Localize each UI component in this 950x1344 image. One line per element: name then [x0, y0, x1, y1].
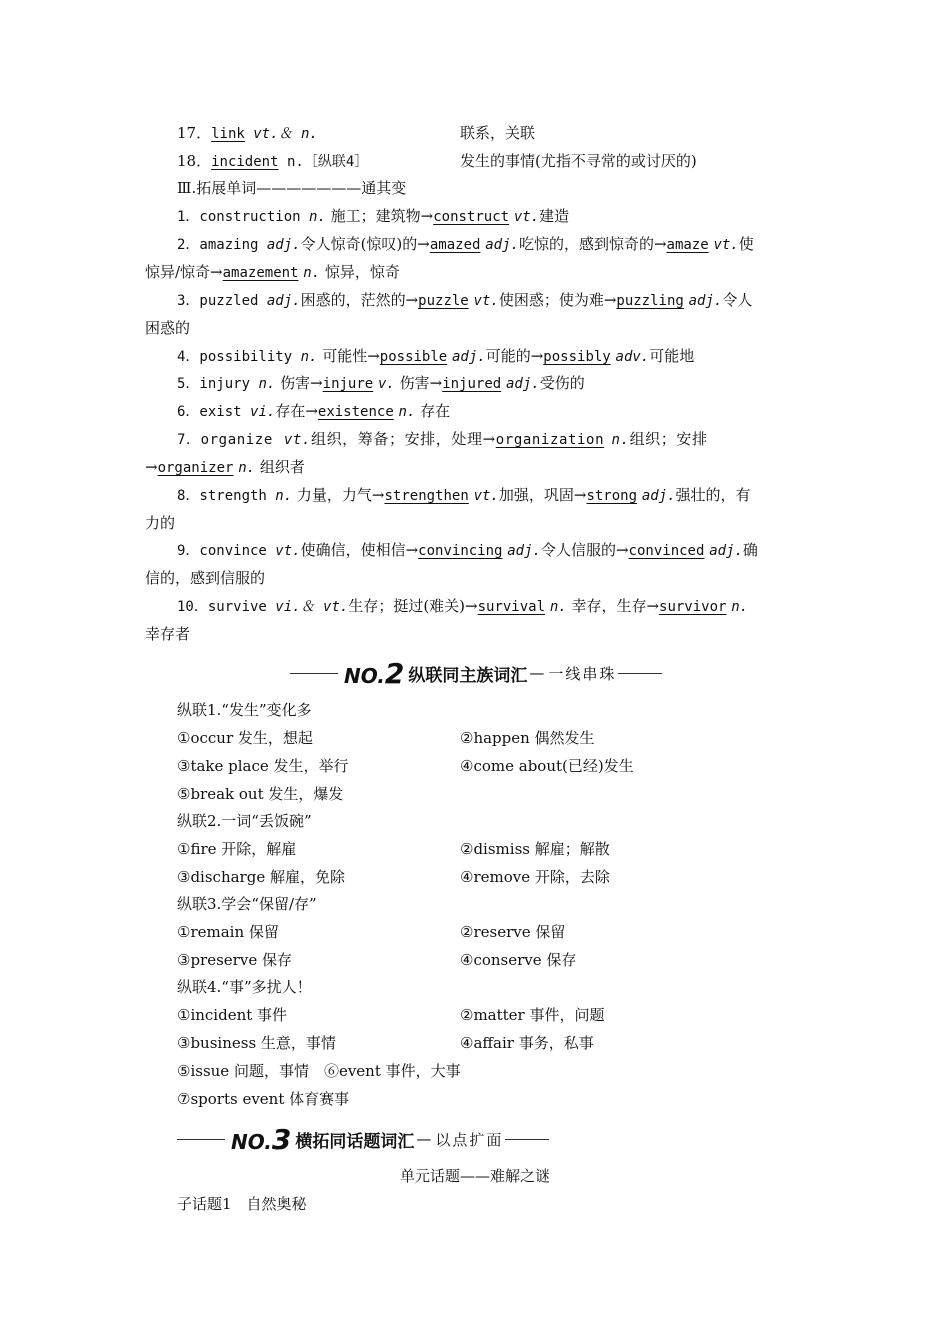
text-fragment: 施工；建筑物→	[325, 207, 434, 225]
text-fragment: —	[529, 664, 545, 682]
text-fragment: 8．strength	[177, 488, 276, 504]
list-item: ③take place 发生，举行	[177, 757, 349, 775]
section-subtitle: 以点扩面	[435, 1130, 504, 1149]
text-fragment: 4．possibility	[177, 349, 301, 365]
text-fragment: vt.＆ n.	[244, 126, 318, 142]
text-fragment: amazement	[222, 265, 299, 281]
section-title: 横拓同话题词汇	[295, 1131, 415, 1152]
text-fragment: 10．survive	[177, 599, 276, 615]
text-fragment: 组织，筹备；安排，处理→	[310, 430, 496, 448]
text-fragment: vt.	[713, 237, 739, 253]
text-fragment: 18．	[177, 152, 212, 170]
text-fragment: adv.	[615, 349, 650, 365]
text-fragment: 9．convince	[177, 543, 276, 559]
text-fragment: n.	[300, 349, 318, 365]
text-fragment: n.	[549, 599, 567, 615]
list-item: ④remove 开除，去除	[460, 868, 610, 886]
text-fragment: 7．organize	[177, 432, 284, 448]
text-fragment: 使困惑；使为难→	[498, 291, 617, 309]
text-fragment: vi.	[250, 404, 276, 420]
text-fragment: 组织者	[255, 458, 305, 476]
list-item: ⑤issue 问题，事情 ⑥event 事件，大事	[177, 1062, 461, 1080]
text-fragment: 确	[742, 541, 758, 559]
text-fragment: n.	[398, 404, 416, 420]
section-number	[344, 657, 404, 690]
text-fragment: 受伤的	[539, 374, 585, 392]
text-fragment: adj.	[266, 293, 301, 309]
extension-item-6	[177, 401, 450, 422]
text-fragment: 伤害→	[275, 374, 323, 392]
divider	[177, 1139, 225, 1140]
text-fragment: v.	[378, 376, 395, 392]
group-heading: 纵联1.“发生”变化多	[177, 701, 312, 719]
list-item: ②matter 事件，问题	[460, 1006, 605, 1024]
text-fragment: 加强，巩固→	[498, 486, 587, 504]
text-fragment: n.［纵联4］	[278, 154, 369, 170]
text-fragment: adj.	[641, 488, 676, 504]
text-fragment: 惊异/惊奇→	[145, 263, 223, 281]
list-item: ⑦sports event 体育赛事	[177, 1090, 350, 1108]
text-fragment: 组织；安排	[629, 430, 708, 448]
text-fragment: 3	[271, 1122, 292, 1156]
text-fragment: adj.	[266, 237, 301, 253]
list-item: ④conserve 保存	[460, 951, 577, 969]
text-fragment: NO.	[344, 663, 385, 688]
text-fragment: →	[145, 458, 158, 476]
list-item: ③discharge 解雇，免除	[177, 868, 345, 886]
extension-item-3	[177, 290, 752, 311]
text-fragment: 幸存，生存→	[566, 597, 660, 615]
text-fragment: 令人惊奇(惊叹)的→	[300, 235, 430, 253]
text-fragment: 3．puzzled	[177, 293, 267, 309]
text-fragment: 吃惊的，感到惊奇的→	[518, 235, 667, 253]
extension-item-3-cont: 困惑的	[145, 319, 191, 337]
extension-item-5	[177, 373, 585, 394]
text-fragment: incident	[211, 154, 279, 170]
text-fragment: organization	[495, 432, 605, 448]
section-subtitle: 一线串珠	[548, 664, 617, 683]
text-fragment: 17．	[177, 124, 212, 142]
text-fragment: 令人	[722, 291, 753, 309]
text-fragment: NO.	[231, 1129, 272, 1154]
list-item: ①incident 事件	[177, 1006, 288, 1024]
text-fragment: 使确信，使相信→	[300, 541, 419, 559]
text-fragment: vt.	[283, 432, 311, 448]
text-fragment: n.	[731, 599, 749, 615]
text-fragment: 惊异，惊奇	[320, 263, 400, 281]
text-fragment: 生存；挺过(难关)→	[348, 597, 478, 615]
list-item: ③preserve 保存	[177, 951, 292, 969]
text-fragment: injure	[322, 376, 374, 392]
text-fragment: convinced	[628, 543, 705, 559]
section-number	[231, 1123, 291, 1156]
text-fragment: n.	[258, 376, 276, 392]
list-item: ④affair 事务，私事	[460, 1034, 594, 1052]
section-heading-no3	[177, 1124, 549, 1154]
text-fragment: vt.	[513, 209, 540, 225]
vocab-18	[177, 151, 368, 172]
text-fragment: 可能的→	[485, 347, 544, 365]
extension-item-9	[177, 540, 758, 561]
extension-item-10	[177, 596, 748, 617]
text-fragment: 使	[738, 235, 754, 253]
text-fragment: possibly	[543, 349, 611, 365]
text-fragment: survivor	[659, 599, 727, 615]
text-fragment: 建造	[539, 207, 570, 225]
text-fragment: adj.	[507, 543, 541, 559]
text-fragment: 可能地	[649, 347, 695, 365]
text-fragment: 6．exist	[177, 404, 251, 420]
text-fragment: adj.	[485, 237, 519, 253]
extension-item-7-cont	[145, 457, 305, 478]
section-heading-extension: Ⅲ.拓展单词———————通其变	[177, 179, 407, 197]
vocab-18-meaning: 发生的事情(尤指不寻常的或讨厌的)	[460, 152, 697, 170]
divider	[290, 673, 338, 674]
text-fragment: injured	[442, 376, 502, 392]
extension-item-1	[177, 206, 569, 227]
text-fragment: n.	[275, 488, 293, 504]
text-fragment: possible	[379, 349, 448, 365]
text-fragment: construct	[433, 209, 510, 225]
text-fragment: puzzle	[418, 293, 469, 309]
section-heading-no2	[290, 658, 662, 688]
list-item: ④come about(已经)发生	[460, 757, 634, 775]
text-fragment	[604, 430, 611, 448]
group-heading: 纵联3.学会“保留/存”	[177, 895, 317, 913]
text-fragment: vt.	[275, 543, 301, 559]
text-fragment: 1．construction	[177, 209, 310, 225]
text-fragment: adj.	[688, 293, 723, 309]
text-fragment: n.	[303, 265, 321, 281]
text-fragment: organizer	[157, 460, 234, 476]
list-item: ③business 生意，事情	[177, 1034, 336, 1052]
text-fragment: puzzling	[616, 293, 684, 309]
text-fragment: vi.＆ vt.	[275, 599, 349, 615]
text-fragment: 存在	[415, 402, 451, 420]
vocab-17	[177, 123, 318, 144]
text-fragment: 困惑的，茫然的→	[300, 291, 419, 309]
list-item: ①remain 保留	[177, 923, 279, 941]
unit-topic-title: 单元话题——难解之谜	[399, 1167, 550, 1185]
group-heading: 纵联2.一词“丢饭碗”	[177, 812, 312, 830]
extension-item-9-cont: 信的，感到信服的	[145, 569, 266, 587]
text-fragment: amazed	[429, 237, 481, 253]
text-fragment: 伤害→	[394, 374, 443, 392]
text-fragment: strengthen	[384, 488, 469, 504]
list-item: ⑤break out 发生，爆发	[177, 785, 344, 803]
text-fragment: 力量，力气→	[292, 486, 385, 504]
text-fragment: adj.	[452, 349, 486, 365]
text-fragment: survival	[477, 599, 546, 615]
extension-item-8-cont: 力的	[145, 514, 176, 532]
list-item: ②reserve 保留	[460, 923, 566, 941]
text-fragment: amaze	[666, 237, 709, 253]
text-fragment: 存在→	[275, 402, 318, 420]
extension-item-2-cont	[145, 262, 400, 283]
extension-item-7	[177, 429, 708, 450]
text-fragment: n.	[309, 209, 326, 225]
list-item: ②dismiss 解雇；解散	[460, 840, 610, 858]
extension-item-4	[177, 346, 694, 367]
text-fragment: n.	[611, 432, 630, 448]
text-fragment: 可能性→	[317, 347, 380, 365]
text-fragment: adj.	[709, 543, 743, 559]
text-fragment: convincing	[418, 543, 503, 559]
extension-item-10-cont: 幸存者	[145, 625, 191, 643]
text-fragment: 2．amazing	[177, 237, 267, 253]
vocab-17-meaning: 联系，关联	[460, 124, 536, 142]
text-fragment: 2	[384, 656, 405, 690]
group-heading: 纵联4.“事”多扰人！	[177, 978, 312, 996]
list-item: ①fire 开除，解雇	[177, 840, 297, 858]
text-fragment: vt.	[473, 488, 499, 504]
text-fragment: —	[416, 1130, 432, 1148]
text-fragment: link	[211, 126, 245, 142]
text-fragment: adj.	[506, 376, 540, 392]
list-item: ②happen 偶然发生	[460, 729, 595, 747]
extension-item-8	[177, 485, 751, 506]
text-fragment: 令人信服的→	[540, 541, 629, 559]
subtopic-title: 子话题1 自然奥秘	[177, 1195, 307, 1213]
text-fragment: existence	[317, 404, 394, 420]
text-fragment: n.	[238, 460, 256, 476]
text-fragment: 强壮的，有	[675, 486, 751, 504]
text-fragment: vt.	[473, 293, 499, 309]
list-item: ①occur 发生，想起	[177, 729, 313, 747]
section-title: 纵联同主族词汇	[408, 665, 528, 686]
divider	[618, 673, 662, 674]
text-fragment: strong	[586, 488, 638, 504]
text-fragment: 5．injury	[177, 376, 259, 392]
extension-item-2	[177, 234, 754, 255]
divider	[505, 1139, 549, 1140]
